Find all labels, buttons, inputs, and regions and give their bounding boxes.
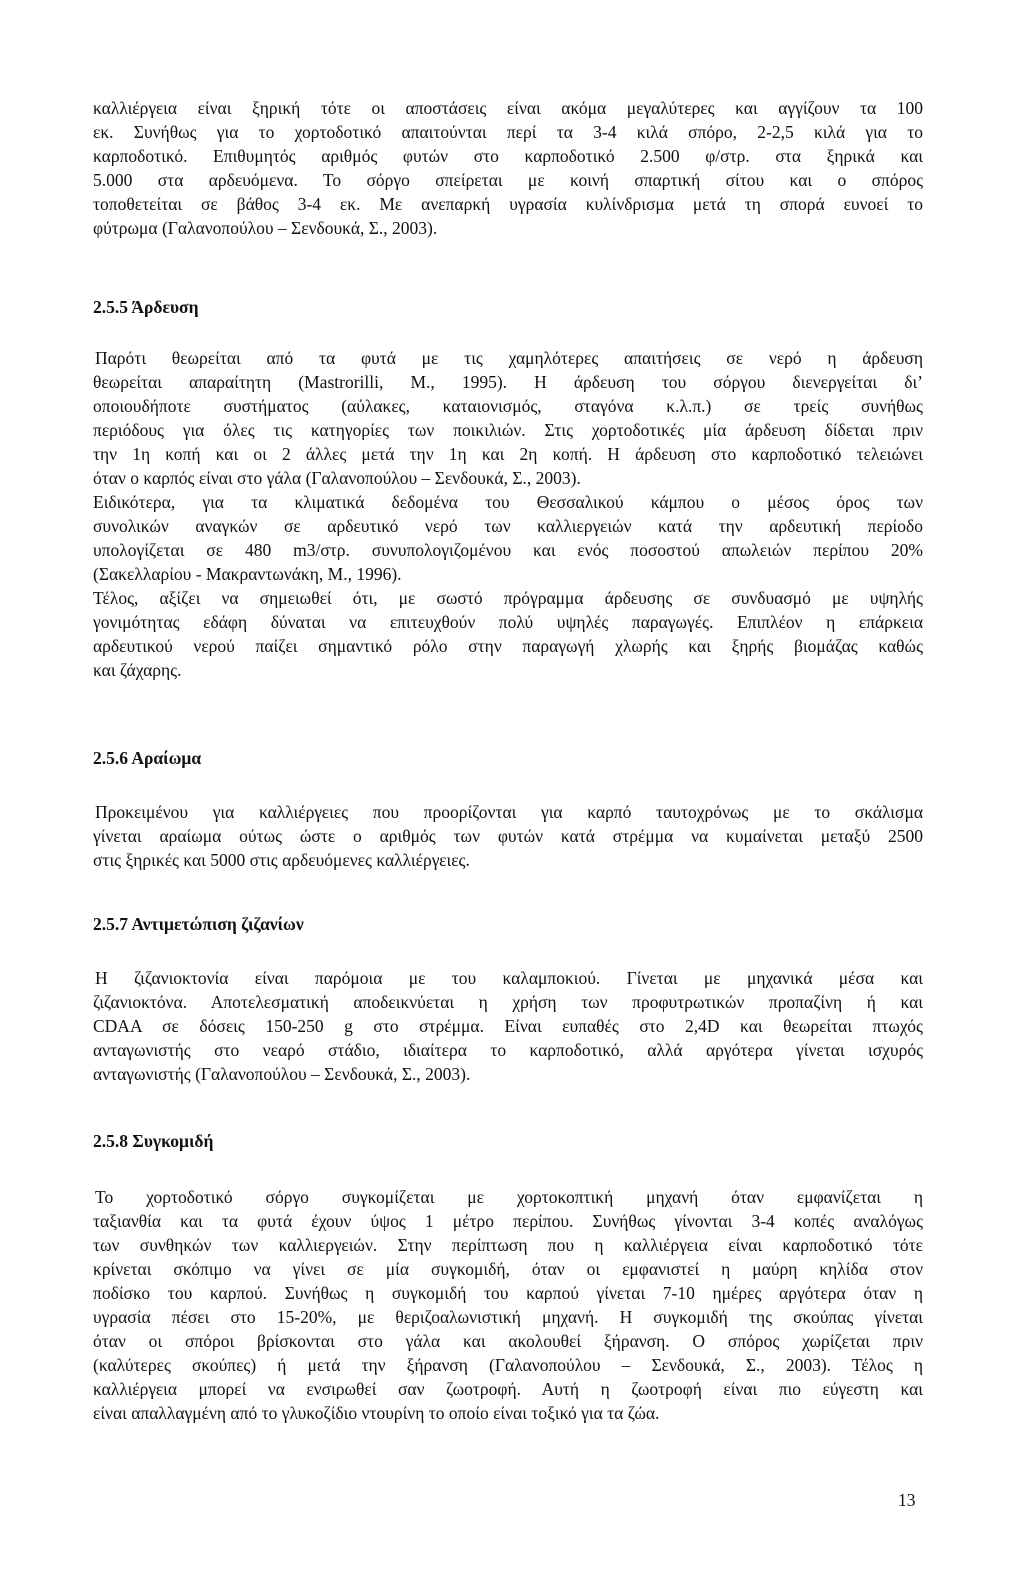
section-heading-harvest: 2.5.8 Συγκομιδή — [93, 1131, 214, 1151]
page-number: 13 — [898, 1490, 916, 1510]
text-line: Το χορτοδοτικό σόργο συγκομίζεται με χορτοκοπτική μηχανή όταν εμφανίζεται η — [95, 1187, 923, 1207]
text-line: των συνθηκών των καλλιεργειών. Στην περίπτωση που η καλλιέργεια είναι καρποδοτικό τότε — [93, 1235, 923, 1255]
text-line: όταν οι σπόροι βρίσκονται στο γάλα και ακολουθεί ξήρανση. Ο σπόρος χωρίζεται πριν — [93, 1331, 923, 1351]
text-line: καλλιέργεια είναι ξηρική τότε οι αποστάσεις είναι ακόμα μεγαλύτερες και αγγίζουν τα 100 — [93, 98, 923, 118]
text-line: Προκειμένου για καλλιέργειες που προορίζονται για καρπό ταυτοχρόνως με το σκάλισμα — [95, 802, 923, 822]
text-line: τοποθετείται σε βάθος 3-4 εκ. Με ανεπαρκή υγρασία κυλίνδρισμα μετά τη σπορά ευνοεί το — [93, 194, 923, 214]
text-line: ποδίσκο του καρπού. Συνήθως η συγκομιδή του καρπού γίνεται 7-10 ημέρες αργότερα όταν η — [93, 1283, 923, 1303]
text-line: εκ. Συνήθως για το χορτοδοτικό απαιτούνται περί τα 3-4 κιλά σπόρο, 2-2,5 κιλά για το — [93, 122, 923, 142]
text-line: 5.000 στα αρδευόμενα. Το σόργο σπείρεται με κοινή σπαρτική σίτου και ο σπόρος — [93, 170, 923, 190]
text-line: Η ζιζανιοκτονία είναι παρόμοια με του καλαμποκιού. Γίνεται με μηχανικά μέσα και — [95, 968, 923, 988]
text-line: καλλιέργεια μπορεί να ενσιρωθεί σαν ζωοτροφή. Αυτή η ζωοτροφή είναι πιο εύγεστη και — [93, 1379, 923, 1399]
text-line: κρίνεται σκόπιμο να γίνει σε μία συγκομιδή, όταν οι εμφανιστεί η μαύρη κηλίδα στον — [93, 1259, 923, 1279]
text-line: Ειδικότερα, για τα κλιματικά δεδομένα του Θεσσαλικού κάμπου ο μέσος όρος των — [93, 492, 923, 512]
text-line: ζιζανιοκτόνα. Αποτελεσματική αποδεικνύεται η χρήση των προφυτρωτικών προπαζίνη ή και — [93, 992, 923, 1012]
text-line: ταξιανθία και τα φυτά έχουν ύψος 1 μέτρο περίπου. Συνήθως γίνονται 3-4 κοπές αναλόγως — [93, 1211, 923, 1231]
text-line: (καλύτερες σκούπες) ή μετά την ξήρανση (Γαλανοπούλου – Σενδουκά, Σ., 2003). Τέλος η — [93, 1355, 923, 1375]
section-heading-weed-control: 2.5.7 Αντιμετώπιση ζιζανίων — [93, 914, 304, 934]
text-line: οποιουδήποτε συστήματος (αύλακες, καταιονισμός, σταγόνα κ.λ.π.) σε τρείς συνήθως — [93, 396, 923, 416]
text-line: καρποδοτικό. Επιθυμητός αριθμός φυτών στο καρποδοτικό 2.500 φ/στρ. στα ξηρικά και — [93, 146, 923, 166]
text-line: CDAA σε δόσεις 150-250 g στο στρέμμα. Είναι ευπαθές στο 2,4D και θεωρείται πτωχός — [93, 1016, 923, 1036]
section-heading-irrigation: 2.5.5 Άρδευση — [93, 297, 199, 317]
intro-paragraph — [93, 96, 923, 240]
text-line: στις ξηρικές και 5000 στις αρδευόμενες καλλιέργειες. — [93, 850, 470, 870]
text-line: ανταγωνιστής (Γαλανοπούλου – Σενδουκά, Σ., 2003). — [93, 1064, 471, 1084]
text-line: ανταγωνιστής στο νεαρό στάδιο, ιδιαίτερα το καρποδοτικό, αλλά αργότερα γίνεται ισχυρός — [93, 1040, 923, 1060]
text-line: και ζάχαρης. — [93, 660, 182, 680]
text-line: συνολικών αναγκών σε αρδευτικό νερό των καλλιεργειών κατά την αρδευτική περίοδο — [93, 516, 923, 536]
irrigation-paragraph — [93, 346, 923, 682]
thinning-paragraph — [93, 800, 923, 872]
text-line: υπολογίζεται σε 480 m3/στρ. συνυπολογιζομένου και ενός ποσοστού απωλειών περίπου 20% — [93, 540, 923, 560]
section-heading-thinning: 2.5.6 Αραίωμα — [93, 748, 202, 768]
text-line: (Σακελλαρίου - Μακραντωνάκη, Μ., 1996). — [93, 564, 402, 584]
text-line: την 1η κοπή και οι 2 άλλες μετά την 1η και 2η κοπή. Η άρδευση στο καρποδοτικό τελειώνει — [93, 444, 923, 464]
harvest-paragraph — [93, 1185, 923, 1425]
text-line: αρδευτικού νερού παίζει σημαντικό ρόλο στην παραγωγή χλωρής και ξηρής βιομάζας καθώς — [93, 636, 923, 656]
weed-control-paragraph — [93, 966, 923, 1086]
text-line: φύτρωμα (Γαλανοπούλου – Σενδουκά, Σ., 2003). — [93, 218, 438, 238]
text-line: γίνεται αραίωμα ούτως ώστε ο αριθμός των φυτών κατά στρέμμα να κυμαίνεται μεταξύ 2500 — [93, 826, 923, 846]
text-line: όταν ο καρπός είναι στο γάλα (Γαλανοπούλου – Σενδουκά, Σ., 2003). — [93, 468, 581, 488]
text-line: περιόδους για όλες τις κατηγορίες των ποικιλιών. Στις χορτοδοτικές μία άρδευση δίδεται πριν — [93, 420, 923, 440]
text-line: γονιμότητας εδάφη δύναται να επιτευχθούν πολύ υψηλές παραγωγές. Επιπλέον η επάρκεια — [93, 612, 923, 632]
text-line: υγρασία πέσει στο 15-20%, με θεριζοαλωνιστική μηχανή. Η συγκομιδή της σκούπας γίνεται — [93, 1307, 923, 1327]
text-line: είναι απαλλαγμένη από το γλυκοζίδιο ντουρίνη το οποίο είναι τοξικό για τα ζώα. — [93, 1403, 660, 1423]
text-line: Παρότι θεωρείται από τα φυτά με τις χαμηλότερες απαιτήσεις σε νερό η άρδευση — [95, 348, 923, 368]
text-line: Τέλος, αξίζει να σημειωθεί ότι, με σωστό πρόγραμμα άρδευσης σε συνδυασμό με υψηλής — [93, 588, 923, 608]
text-line: θεωρείται απαραίτητη (Mastrorilli, M., 1995). Η άρδευση του σόργου διενεργείται δι’ — [93, 372, 923, 392]
